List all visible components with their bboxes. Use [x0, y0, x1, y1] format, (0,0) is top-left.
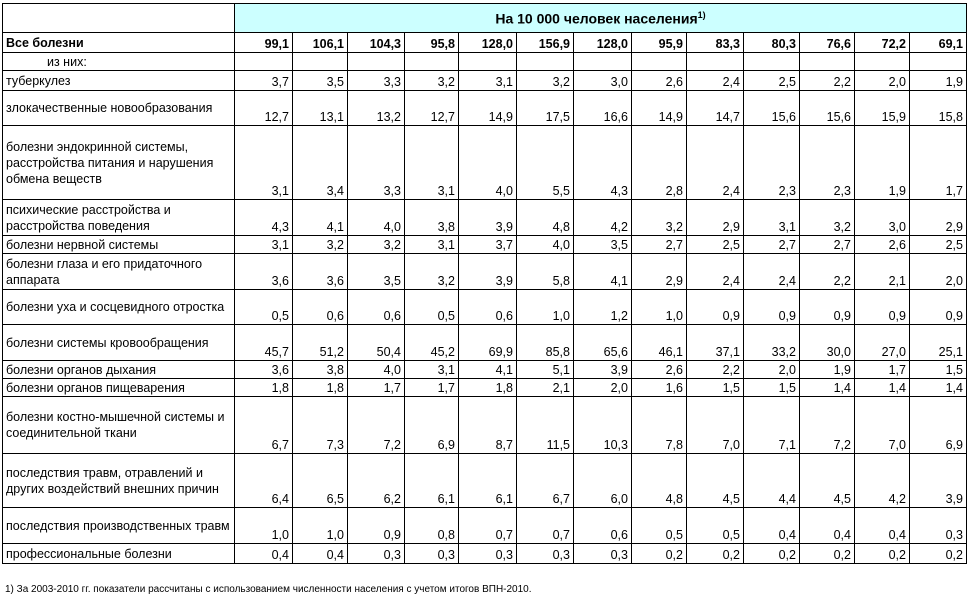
- value-cell: 8,7: [459, 397, 517, 454]
- value-cell: 11,5: [517, 397, 574, 454]
- value-cell: 50,4: [348, 325, 405, 361]
- value-cell: 3,9: [910, 454, 967, 508]
- value-cell: 3,9: [459, 200, 517, 236]
- value-cell: 2,2: [687, 361, 744, 379]
- disability-table: [2, 3, 967, 564]
- value-cell: 4,5: [800, 454, 855, 508]
- value-cell: 2,9: [632, 254, 687, 290]
- value-cell: 0,2: [855, 544, 910, 564]
- value-cell: 6,9: [910, 397, 967, 454]
- value-cell: 2,3: [744, 126, 800, 200]
- value-cell: 0,4: [855, 508, 910, 544]
- value-cell: 0,2: [800, 544, 855, 564]
- value-cell: 7,3: [293, 397, 348, 454]
- row-label: болезни органов пищеварения: [3, 379, 235, 397]
- value-cell: 0,9: [800, 290, 855, 325]
- value-cell: 1,5: [687, 379, 744, 397]
- value-cell: 4,0: [517, 236, 574, 254]
- value-cell: 37,1: [687, 325, 744, 361]
- value-cell: 3,2: [405, 254, 459, 290]
- table-row: [3, 508, 967, 544]
- value-cell: 3,5: [293, 71, 348, 91]
- value-cell: 4,0: [348, 200, 405, 236]
- value-cell: 2,5: [744, 71, 800, 91]
- value-cell: 4,0: [348, 361, 405, 379]
- value-cell: 72,2: [855, 33, 910, 53]
- value-cell: 7,0: [687, 397, 744, 454]
- row-label: болезни органов дыхания: [3, 361, 235, 379]
- value-cell: 7,1: [744, 397, 800, 454]
- value-cell: 1,4: [855, 379, 910, 397]
- value-cell: [855, 53, 910, 71]
- value-cell: 83,3: [687, 33, 744, 53]
- value-cell: 0,4: [744, 508, 800, 544]
- value-cell: 3,1: [235, 126, 293, 200]
- value-cell: 27,0: [855, 325, 910, 361]
- value-cell: 3,2: [632, 200, 687, 236]
- value-cell: 3,7: [235, 71, 293, 91]
- value-cell: 156,9: [517, 33, 574, 53]
- value-cell: 3,4: [293, 126, 348, 200]
- value-cell: 2,1: [517, 379, 574, 397]
- value-cell: 1,9: [800, 361, 855, 379]
- value-cell: 4,2: [574, 200, 632, 236]
- value-cell: 0,6: [574, 508, 632, 544]
- value-cell: 1,0: [235, 508, 293, 544]
- value-cell: 7,2: [348, 397, 405, 454]
- value-cell: 69,9: [459, 325, 517, 361]
- row-label: болезни костно-мышечной системы и соединительной ткани: [3, 397, 235, 454]
- row-label: злокачественные новообразования: [3, 91, 235, 126]
- value-cell: 2,0: [744, 361, 800, 379]
- row-label: последствия травм, отравлений и других воздействий внешних причин: [3, 454, 235, 508]
- value-cell: 33,2: [744, 325, 800, 361]
- value-cell: 45,7: [235, 325, 293, 361]
- value-cell: [574, 53, 632, 71]
- value-cell: 30,0: [800, 325, 855, 361]
- value-cell: 1,0: [293, 508, 348, 544]
- row-label: туберкулез: [3, 71, 235, 91]
- value-cell: 4,1: [293, 200, 348, 236]
- value-cell: 0,9: [348, 508, 405, 544]
- value-cell: 0,5: [632, 508, 687, 544]
- value-cell: 2,2: [800, 254, 855, 290]
- value-cell: 3,5: [574, 236, 632, 254]
- value-cell: 2,4: [687, 71, 744, 91]
- value-cell: 4,1: [574, 254, 632, 290]
- value-cell: 3,2: [348, 236, 405, 254]
- table-header-row: [3, 4, 967, 33]
- value-cell: 3,0: [574, 71, 632, 91]
- value-cell: 4,0: [459, 126, 517, 200]
- value-cell: 14,9: [632, 91, 687, 126]
- table-row: [3, 454, 967, 508]
- value-cell: [632, 53, 687, 71]
- value-cell: 3,1: [459, 71, 517, 91]
- value-cell: 3,6: [235, 361, 293, 379]
- value-cell: 51,2: [293, 325, 348, 361]
- value-cell: 1,4: [910, 379, 967, 397]
- header-title-text: На 10 000 человек населения: [495, 10, 698, 27]
- row-label: болезни глаза и его придаточного аппарата: [3, 254, 235, 290]
- value-cell: 6,7: [235, 397, 293, 454]
- value-cell: 128,0: [574, 33, 632, 53]
- value-cell: 12,7: [235, 91, 293, 126]
- value-cell: 3,1: [405, 361, 459, 379]
- value-cell: 4,5: [687, 454, 744, 508]
- value-cell: 4,8: [517, 200, 574, 236]
- value-cell: [235, 53, 293, 71]
- value-cell: 1,6: [632, 379, 687, 397]
- value-cell: 4,1: [459, 361, 517, 379]
- value-cell: 1,5: [744, 379, 800, 397]
- value-cell: 17,5: [517, 91, 574, 126]
- value-cell: 104,3: [348, 33, 405, 53]
- value-cell: 6,0: [574, 454, 632, 508]
- value-cell: 0,7: [459, 508, 517, 544]
- value-cell: 25,1: [910, 325, 967, 361]
- value-cell: 6,7: [517, 454, 574, 508]
- value-cell: 1,2: [574, 290, 632, 325]
- value-cell: 15,6: [800, 91, 855, 126]
- table-row: [3, 254, 967, 290]
- value-cell: 46,1: [632, 325, 687, 361]
- value-cell: [687, 53, 744, 71]
- header-blank-cell: [3, 4, 235, 33]
- value-cell: 16,6: [574, 91, 632, 126]
- value-cell: 2,6: [632, 71, 687, 91]
- value-cell: 106,1: [293, 33, 348, 53]
- value-cell: 1,8: [235, 379, 293, 397]
- value-cell: 45,2: [405, 325, 459, 361]
- value-cell: 7,0: [855, 397, 910, 454]
- row-label: психические расстройства и расстройства поведения: [3, 200, 235, 236]
- value-cell: 1,9: [855, 126, 910, 200]
- value-cell: 3,8: [293, 361, 348, 379]
- value-cell: 0,2: [910, 544, 967, 564]
- value-cell: 3,6: [293, 254, 348, 290]
- value-cell: 3,0: [855, 200, 910, 236]
- value-cell: 0,6: [293, 290, 348, 325]
- value-cell: [800, 53, 855, 71]
- value-cell: [744, 53, 800, 71]
- value-cell: 3,2: [405, 71, 459, 91]
- value-cell: 0,7: [517, 508, 574, 544]
- value-cell: [293, 53, 348, 71]
- value-cell: 2,2: [800, 71, 855, 91]
- value-cell: 4,3: [235, 200, 293, 236]
- value-cell: 0,3: [517, 544, 574, 564]
- table-row: [3, 200, 967, 236]
- value-cell: 1,9: [910, 71, 967, 91]
- value-cell: 0,9: [855, 290, 910, 325]
- value-cell: 2,1: [855, 254, 910, 290]
- value-cell: 2,9: [910, 200, 967, 236]
- value-cell: 0,4: [293, 544, 348, 564]
- value-cell: 0,5: [687, 508, 744, 544]
- table-row: [3, 71, 967, 91]
- table-row: [3, 53, 967, 71]
- value-cell: 4,8: [632, 454, 687, 508]
- row-label: Все болезни: [3, 33, 235, 53]
- table-row: [3, 361, 967, 379]
- value-cell: 1,7: [348, 379, 405, 397]
- table-row: [3, 33, 967, 53]
- table-header-title: [235, 4, 967, 33]
- value-cell: 15,8: [910, 91, 967, 126]
- value-cell: 2,5: [910, 236, 967, 254]
- value-cell: 1,0: [632, 290, 687, 325]
- value-cell: 3,8: [405, 200, 459, 236]
- value-cell: 6,9: [405, 397, 459, 454]
- value-cell: 0,9: [744, 290, 800, 325]
- value-cell: 3,2: [293, 236, 348, 254]
- row-label: болезни эндокринной системы, расстройства питания и нарушения обмена веществ: [3, 126, 235, 200]
- value-cell: 3,9: [574, 361, 632, 379]
- value-cell: 0,5: [405, 290, 459, 325]
- value-cell: 95,8: [405, 33, 459, 53]
- footnote: 1) За 2003-2010 гг. показатели рассчитаны с использованием численности населения с учетом итогов ВПН-2010.: [5, 584, 532, 595]
- value-cell: 3,5: [348, 254, 405, 290]
- value-cell: 76,6: [800, 33, 855, 53]
- value-cell: [910, 53, 967, 71]
- value-cell: 6,1: [405, 454, 459, 508]
- value-cell: 5,8: [517, 254, 574, 290]
- row-label: болезни уха и сосцевидного отростка: [3, 290, 235, 325]
- value-cell: 4,2: [855, 454, 910, 508]
- value-cell: 0,9: [687, 290, 744, 325]
- value-cell: 2,7: [744, 236, 800, 254]
- value-cell: 1,7: [855, 361, 910, 379]
- table-row: [3, 325, 967, 361]
- value-cell: 0,3: [574, 544, 632, 564]
- table-row: [3, 236, 967, 254]
- value-cell: 2,8: [632, 126, 687, 200]
- value-cell: 4,3: [574, 126, 632, 200]
- value-cell: 65,6: [574, 325, 632, 361]
- value-cell: 6,2: [348, 454, 405, 508]
- value-cell: 3,9: [459, 254, 517, 290]
- value-cell: 2,7: [800, 236, 855, 254]
- value-cell: [459, 53, 517, 71]
- value-cell: 0,2: [687, 544, 744, 564]
- table-row: [3, 544, 967, 564]
- value-cell: 0,6: [348, 290, 405, 325]
- value-cell: 6,1: [459, 454, 517, 508]
- value-cell: 1,0: [517, 290, 574, 325]
- value-cell: 3,2: [800, 200, 855, 236]
- value-cell: 13,2: [348, 91, 405, 126]
- value-cell: 2,7: [632, 236, 687, 254]
- value-cell: 3,3: [348, 71, 405, 91]
- value-cell: 4,4: [744, 454, 800, 508]
- value-cell: 3,1: [405, 126, 459, 200]
- value-cell: 0,2: [744, 544, 800, 564]
- value-cell: 14,7: [687, 91, 744, 126]
- value-cell: 0,9: [910, 290, 967, 325]
- value-cell: 0,8: [405, 508, 459, 544]
- value-cell: 7,2: [800, 397, 855, 454]
- row-label: болезни системы кровообращения: [3, 325, 235, 361]
- value-cell: 0,4: [800, 508, 855, 544]
- value-cell: 1,8: [293, 379, 348, 397]
- value-cell: 2,4: [687, 254, 744, 290]
- value-cell: [405, 53, 459, 71]
- value-cell: 128,0: [459, 33, 517, 53]
- table-row: [3, 397, 967, 454]
- value-cell: [517, 53, 574, 71]
- value-cell: 15,9: [855, 91, 910, 126]
- table-row: [3, 379, 967, 397]
- value-cell: 0,5: [235, 290, 293, 325]
- value-cell: 13,1: [293, 91, 348, 126]
- value-cell: 6,4: [235, 454, 293, 508]
- value-cell: 3,1: [405, 236, 459, 254]
- row-label: профессиональные болезни: [3, 544, 235, 564]
- value-cell: 0,3: [405, 544, 459, 564]
- value-cell: 2,5: [687, 236, 744, 254]
- table-row: [3, 290, 967, 325]
- value-cell: 1,5: [910, 361, 967, 379]
- table-row: [3, 126, 967, 200]
- header-title-footnote-mark: 1): [697, 9, 706, 20]
- value-cell: 3,7: [459, 236, 517, 254]
- row-label: из них:: [3, 53, 235, 71]
- value-cell: 3,6: [235, 254, 293, 290]
- value-cell: 10,3: [574, 397, 632, 454]
- value-cell: 1,4: [800, 379, 855, 397]
- value-cell: 5,5: [517, 126, 574, 200]
- value-cell: 2,9: [687, 200, 744, 236]
- value-cell: 6,5: [293, 454, 348, 508]
- value-cell: [348, 53, 405, 71]
- table-row: [3, 91, 967, 126]
- value-cell: 1,8: [459, 379, 517, 397]
- row-label: болезни нервной системы: [3, 236, 235, 254]
- value-cell: 3,3: [348, 126, 405, 200]
- value-cell: 1,7: [405, 379, 459, 397]
- value-cell: 80,3: [744, 33, 800, 53]
- value-cell: 12,7: [405, 91, 459, 126]
- value-cell: 2,3: [800, 126, 855, 200]
- value-cell: 3,1: [744, 200, 800, 236]
- value-cell: 2,0: [910, 254, 967, 290]
- row-label: последствия производственных травм: [3, 508, 235, 544]
- value-cell: 2,6: [855, 236, 910, 254]
- value-cell: 1,7: [910, 126, 967, 200]
- value-cell: 2,0: [855, 71, 910, 91]
- value-cell: 0,3: [910, 508, 967, 544]
- value-cell: 15,6: [744, 91, 800, 126]
- value-cell: 2,6: [632, 361, 687, 379]
- value-cell: 69,1: [910, 33, 967, 53]
- value-cell: 0,3: [348, 544, 405, 564]
- value-cell: 2,4: [744, 254, 800, 290]
- value-cell: 0,2: [632, 544, 687, 564]
- value-cell: 85,8: [517, 325, 574, 361]
- value-cell: 5,1: [517, 361, 574, 379]
- value-cell: 2,4: [687, 126, 744, 200]
- value-cell: 0,6: [459, 290, 517, 325]
- value-cell: 7,8: [632, 397, 687, 454]
- value-cell: 3,2: [517, 71, 574, 91]
- value-cell: 0,4: [235, 544, 293, 564]
- value-cell: 99,1: [235, 33, 293, 53]
- value-cell: 14,9: [459, 91, 517, 126]
- value-cell: 0,3: [459, 544, 517, 564]
- value-cell: 95,9: [632, 33, 687, 53]
- value-cell: 3,1: [235, 236, 293, 254]
- value-cell: 2,0: [574, 379, 632, 397]
